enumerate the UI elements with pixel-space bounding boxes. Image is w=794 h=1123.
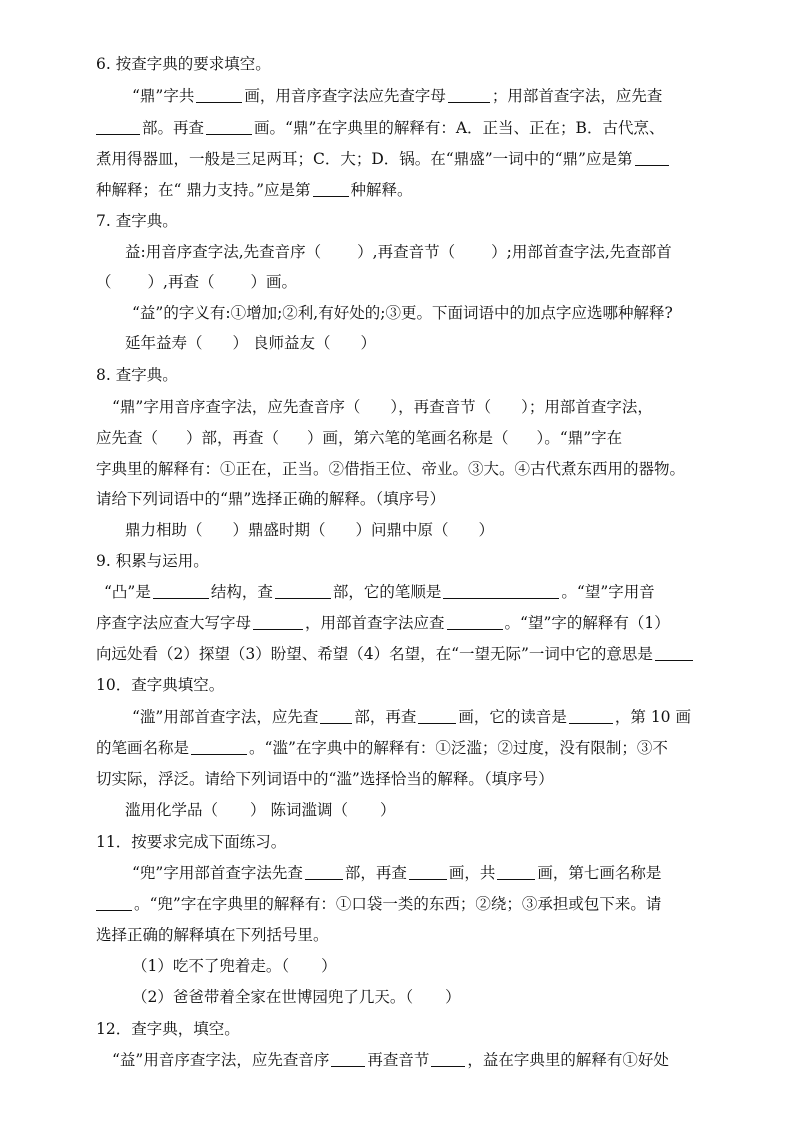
blank-input[interactable]	[497, 861, 535, 880]
blank-input[interactable]	[206, 116, 252, 135]
blank-input[interactable]	[569, 705, 613, 724]
q10-line-3: 切实际，浮泛。请给下列词语中的“滥”选择恰当的解释。（填序号）	[96, 770, 554, 788]
blank-input[interactable]	[96, 892, 132, 911]
q7-line-4: 延年益寿（ ） 良师益友（ ）	[125, 329, 794, 357]
q12-line-1: “益”用音序查字法，应先查音序 再查音节 ，益在字典里的解释有①好处	[112, 1046, 794, 1074]
blank-input[interactable]	[196, 84, 242, 103]
blank-paren[interactable]	[214, 268, 250, 296]
blank-paren[interactable]	[218, 796, 250, 824]
blank-input[interactable]	[443, 580, 559, 599]
q9-line-2: 序查字法应查大写字母 ，用部首查字法应查 。“望”字的解释有（1）	[96, 609, 794, 637]
blank-paren[interactable]	[112, 268, 148, 296]
blank-input[interactable]	[635, 147, 669, 166]
q8-title: 8. 查字典。	[96, 366, 178, 384]
q9-line-1: “凸”是 结构，查 部，它的笔顺是 。“望”字用音	[104, 578, 794, 606]
blank-paren[interactable]	[330, 329, 360, 357]
blank-input[interactable]	[448, 84, 490, 103]
q6-title: 6. 按查字典的要求填空。	[96, 55, 271, 73]
blank-paren[interactable]	[326, 516, 356, 544]
q8-line-2: 应先查（ ）部，再查（ ）画，第六笔的笔画名称是（ ）。“鼎”字在	[96, 424, 794, 452]
q6-line-4: 种解释；在“ 鼎力支持。”应是第 种解释。	[96, 176, 794, 204]
q11-line-3: 选择正确的解释填在下列括号里。	[96, 926, 329, 944]
blank-input[interactable]	[418, 705, 456, 724]
blank-input[interactable]	[447, 611, 503, 630]
blank-input[interactable]	[320, 705, 352, 724]
q8-line-1: “鼎”字用音序查字法，应先查音序（ ），再查音节（ ）；用部首查字法，	[112, 393, 794, 421]
blank-paren[interactable]	[203, 516, 233, 544]
q8-line-4: 请给下列词语中的“鼎”选择正确的解释。（填序号）	[96, 490, 446, 508]
q11-line-4: （1）吃不了兜着走。（ ）	[132, 952, 794, 980]
q11-line-5: （2）爸爸带着全家在世博园兜了几天。（ ）	[132, 983, 794, 1011]
q6-line-1: “鼎”字共 画，用音序查字法应先查字母 ；用部首查字法，应先查	[132, 82, 794, 110]
blank-input[interactable]	[313, 178, 349, 197]
blank-paren[interactable]	[321, 238, 357, 266]
q6-line-3: 煮用得器皿，一般是三足两耳；C．大；D．锅。在“鼎盛”一词中的“鼎”应是第	[96, 145, 794, 173]
q7-line-3: “益”的字义有:①增加;②利,有好处的;③更。下面词语中的加点字应选哪种解释?	[132, 304, 673, 322]
blank-paren[interactable]	[449, 516, 479, 544]
blank-input[interactable]	[253, 611, 303, 630]
q8-line-3: 字典里的解释有：①正在，正当。②借指王位、帝业。③大。④古代煮东西用的器物。	[96, 460, 686, 478]
q7-title: 7. 查字典。	[96, 212, 178, 230]
q11-line-1: “兜”字用部首查字法先查 部，再查 画，共 画，第七画名称是	[132, 859, 794, 887]
q9-line-3: 向远处看（2）探望（3）盼望、希望（4）名望，在“一望无际”一词中它的意思是	[96, 640, 794, 668]
blank-input[interactable]	[96, 116, 140, 135]
q10-line-4: 滥用化学品（ ） 陈词滥调（ ）	[125, 796, 794, 824]
blank-input[interactable]	[153, 580, 209, 599]
q10-title: 10．查字典填空。	[96, 676, 225, 694]
blank-paren[interactable]	[413, 983, 445, 1011]
blank-paren[interactable]	[203, 329, 233, 357]
blank-input[interactable]	[431, 1048, 465, 1067]
blank-paren[interactable]	[158, 424, 186, 452]
blank-input[interactable]	[275, 580, 331, 599]
blank-input[interactable]	[191, 736, 247, 755]
q10-line-1: “滥”用部首查字法，应先查 部，再查 画，它的读音是 ，第 10 画	[132, 703, 794, 731]
q7-line-2: （ ）,再查（ ）画。	[96, 268, 794, 296]
blank-paren[interactable]	[279, 424, 307, 452]
blank-input[interactable]	[305, 861, 343, 880]
q6-line-2: 部。再查 画。“鼎”在字典里的解释有：A．正当、正在；B．古代烹、	[96, 114, 794, 142]
blank-paren[interactable]	[491, 393, 521, 421]
q12-title: 12．查字典，填空。	[96, 1020, 240, 1038]
blank-paren[interactable]	[360, 393, 390, 421]
blank-paren[interactable]	[289, 952, 321, 980]
q8-line-5: 鼎力相助（ ）鼎盛时期（ ）问鼎中原（ ）	[125, 516, 794, 544]
q9-title: 9. 积累与运用。	[96, 552, 209, 570]
q11-title: 11．按要求完成下面练习。	[96, 833, 287, 851]
blank-input[interactable]	[331, 1048, 365, 1067]
blank-paren[interactable]	[509, 424, 537, 452]
q11-line-2: 。“兜”字在字典里的解释有：①口袋一类的东西；②绕；③承担或包下来。请	[96, 890, 794, 918]
q10-line-2: 的笔画名称是 。“滥”在字典中的解释有：①泛滥；②过度，没有限制；③不	[96, 734, 794, 762]
q7-line-1: 益:用音序查字法,先查音序（ ）,再查音节（ ）;用部首查字法,先查部首	[125, 238, 794, 266]
blank-paren[interactable]	[455, 238, 491, 266]
blank-input[interactable]	[655, 642, 693, 661]
blank-input[interactable]	[409, 861, 447, 880]
blank-paren[interactable]	[348, 796, 380, 824]
